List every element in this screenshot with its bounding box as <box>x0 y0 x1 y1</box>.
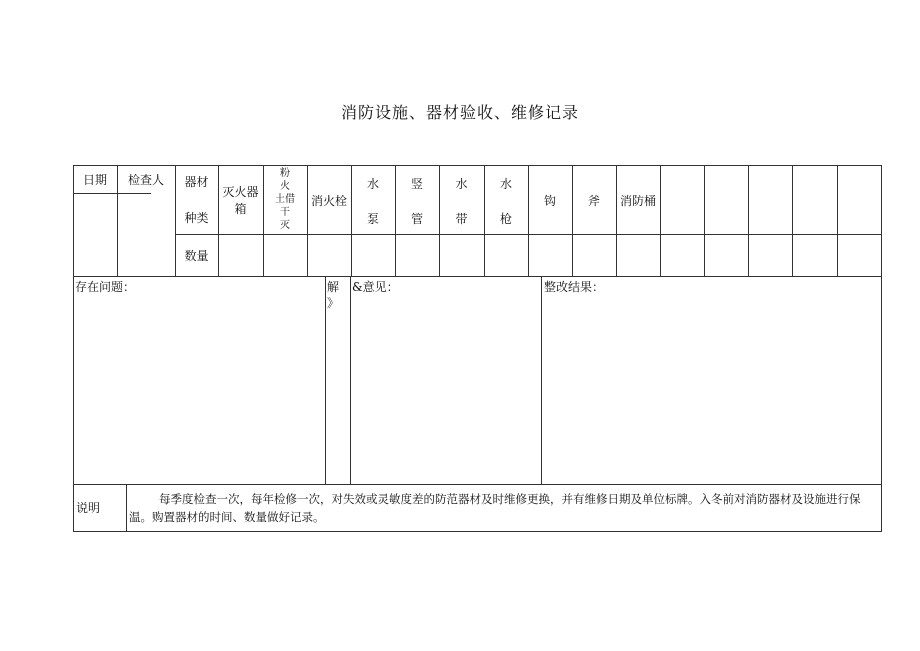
table-rule <box>528 165 529 276</box>
table-rule <box>350 276 351 484</box>
problems-label: 存在问题： <box>75 280 136 294</box>
table-rule <box>73 484 882 485</box>
table-rule <box>218 165 219 276</box>
solve-mark-bottom: 》 <box>327 296 340 310</box>
header-quantity: 数量 <box>184 249 209 263</box>
header-fire-bucket: 消防桶 <box>619 194 656 208</box>
header-hose-bottom: 带 <box>455 212 468 226</box>
header-hose-top: 水 <box>455 177 468 191</box>
table-rule <box>541 276 542 484</box>
header-axe: 斧 <box>587 194 600 208</box>
header-category: 种类 <box>184 211 209 225</box>
header-equipment: 器材 <box>184 175 209 189</box>
opinion-label: &意见： <box>352 280 399 294</box>
header-dry-powder-line: 干 <box>280 207 290 218</box>
header-extinguisher-box-top: 灭火器 <box>222 185 259 199</box>
table-rule <box>307 165 308 276</box>
header-hydrant: 消火栓 <box>310 194 347 208</box>
header-riser-bottom: 管 <box>410 212 423 226</box>
table-rule <box>73 531 882 532</box>
header-dry-powder-line: 粉 <box>280 168 290 179</box>
table-rule <box>73 193 151 194</box>
table-rule <box>748 165 749 276</box>
table-rule <box>660 165 661 276</box>
table-rule <box>792 165 793 276</box>
table-rule <box>325 276 326 484</box>
result-label: 整改结果： <box>544 280 605 294</box>
table-rule <box>73 165 74 532</box>
header-inspector: 检查人 <box>127 173 164 187</box>
header-riser-top: 竖 <box>410 177 423 191</box>
table-rule <box>73 165 882 166</box>
header-dry-powder-line: 火 <box>280 181 290 192</box>
page-title: 消防设施、器材验收、维修记录 <box>340 103 579 122</box>
table-rule <box>704 165 705 276</box>
table-rule <box>572 165 573 276</box>
footer-label: 说明 <box>75 501 100 515</box>
header-dry-powder-line: 灭 <box>280 220 290 231</box>
header-pump-bottom: 泵 <box>366 212 379 226</box>
header-pump-top: 水 <box>366 177 379 191</box>
header-dry-powder-line: 土借 <box>275 194 295 205</box>
header-date: 日期 <box>82 173 107 187</box>
header-extinguisher-box-bottom: 箱 <box>234 202 247 216</box>
header-hook: 钩 <box>543 194 556 208</box>
table-rule <box>126 484 127 531</box>
footer-note: 每季度检查一次，每年检修一次，对失效或灵敏度差的防范器材及时维修更换，并有维修日期及单位标牌。入冬前对消防器材及设施进行保温。购置器材的时间、数量做好记录。 <box>129 492 861 524</box>
table-rule <box>616 165 617 276</box>
header-nozzle-top: 水 <box>499 177 512 191</box>
solve-mark-top: 解 <box>327 280 340 294</box>
table-rule <box>881 165 882 532</box>
header-nozzle-bottom: 枪 <box>499 212 512 226</box>
table-rule <box>73 276 882 277</box>
table-rule <box>837 165 838 276</box>
